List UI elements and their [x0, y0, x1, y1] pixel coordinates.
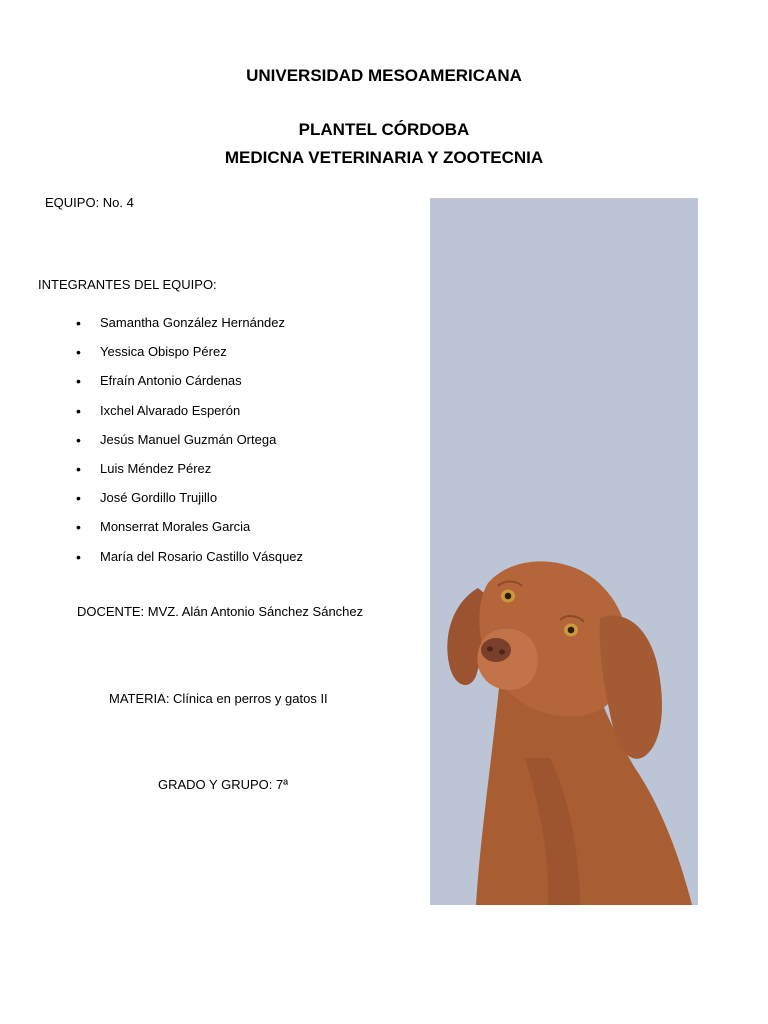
- dog-illustration: [430, 198, 698, 905]
- members-heading: INTEGRANTES DEL EQUIPO:: [38, 277, 217, 292]
- list-item: [76, 373, 303, 402]
- university-title: UNIVERSIDAD MESOAMERICANA: [246, 66, 522, 85]
- member-name: Monserrat Morales Garcia: [100, 519, 251, 535]
- dog-nose: [481, 638, 511, 662]
- bullet-icon: •: [76, 548, 81, 565]
- grado-line: GRADO Y GRUPO: 7ª: [158, 777, 289, 792]
- materia-line: MATERIA: Clínica en perros y gatos II: [109, 691, 328, 706]
- bullet-icon: •: [76, 402, 81, 419]
- member-name: María del Rosario Castillo Vásquez: [100, 548, 304, 564]
- list-item: [76, 344, 303, 373]
- list-item: [76, 403, 303, 432]
- member-name: Samantha González Hernández: [100, 315, 286, 330]
- bullet-icon: •: [76, 460, 81, 477]
- list-item: [76, 490, 303, 519]
- bullet-icon: •: [76, 373, 81, 390]
- member-name: Jesús Manuel Guzmán Ortega: [100, 431, 277, 447]
- dog-photo: [430, 198, 698, 905]
- team-number: EQUIPO: No. 4: [45, 195, 134, 210]
- bullet-icon: •: [76, 431, 81, 448]
- list-item: [76, 315, 303, 344]
- member-name: Yessica Obispo Pérez: [100, 344, 227, 360]
- bullet-icon: •: [76, 519, 81, 536]
- member-name: Ixchel Alvarado Esperón: [100, 402, 241, 418]
- dog-muzzle: [477, 629, 537, 690]
- member-name: Efraín Antonio Cárdenas: [100, 373, 242, 389]
- program-title: MEDICNA VETERINARIA Y ZOOTECNIA: [224, 148, 544, 167]
- campus-title: PLANTEL CÓRDOBA: [298, 120, 470, 139]
- bullet-icon: •: [76, 315, 81, 331]
- members-list: [76, 315, 303, 578]
- list-item: [76, 519, 303, 548]
- list-item: [76, 549, 303, 578]
- list-item: [76, 432, 303, 461]
- bullet-icon: •: [76, 344, 81, 361]
- member-name: Luis Méndez Pérez: [100, 460, 212, 476]
- docente-line: DOCENTE: MVZ. Alán Antonio Sánchez Sánchez: [77, 604, 364, 619]
- bullet-icon: •: [76, 490, 81, 507]
- member-name: José Gordillo Trujillo: [100, 490, 218, 506]
- list-item: [76, 461, 303, 490]
